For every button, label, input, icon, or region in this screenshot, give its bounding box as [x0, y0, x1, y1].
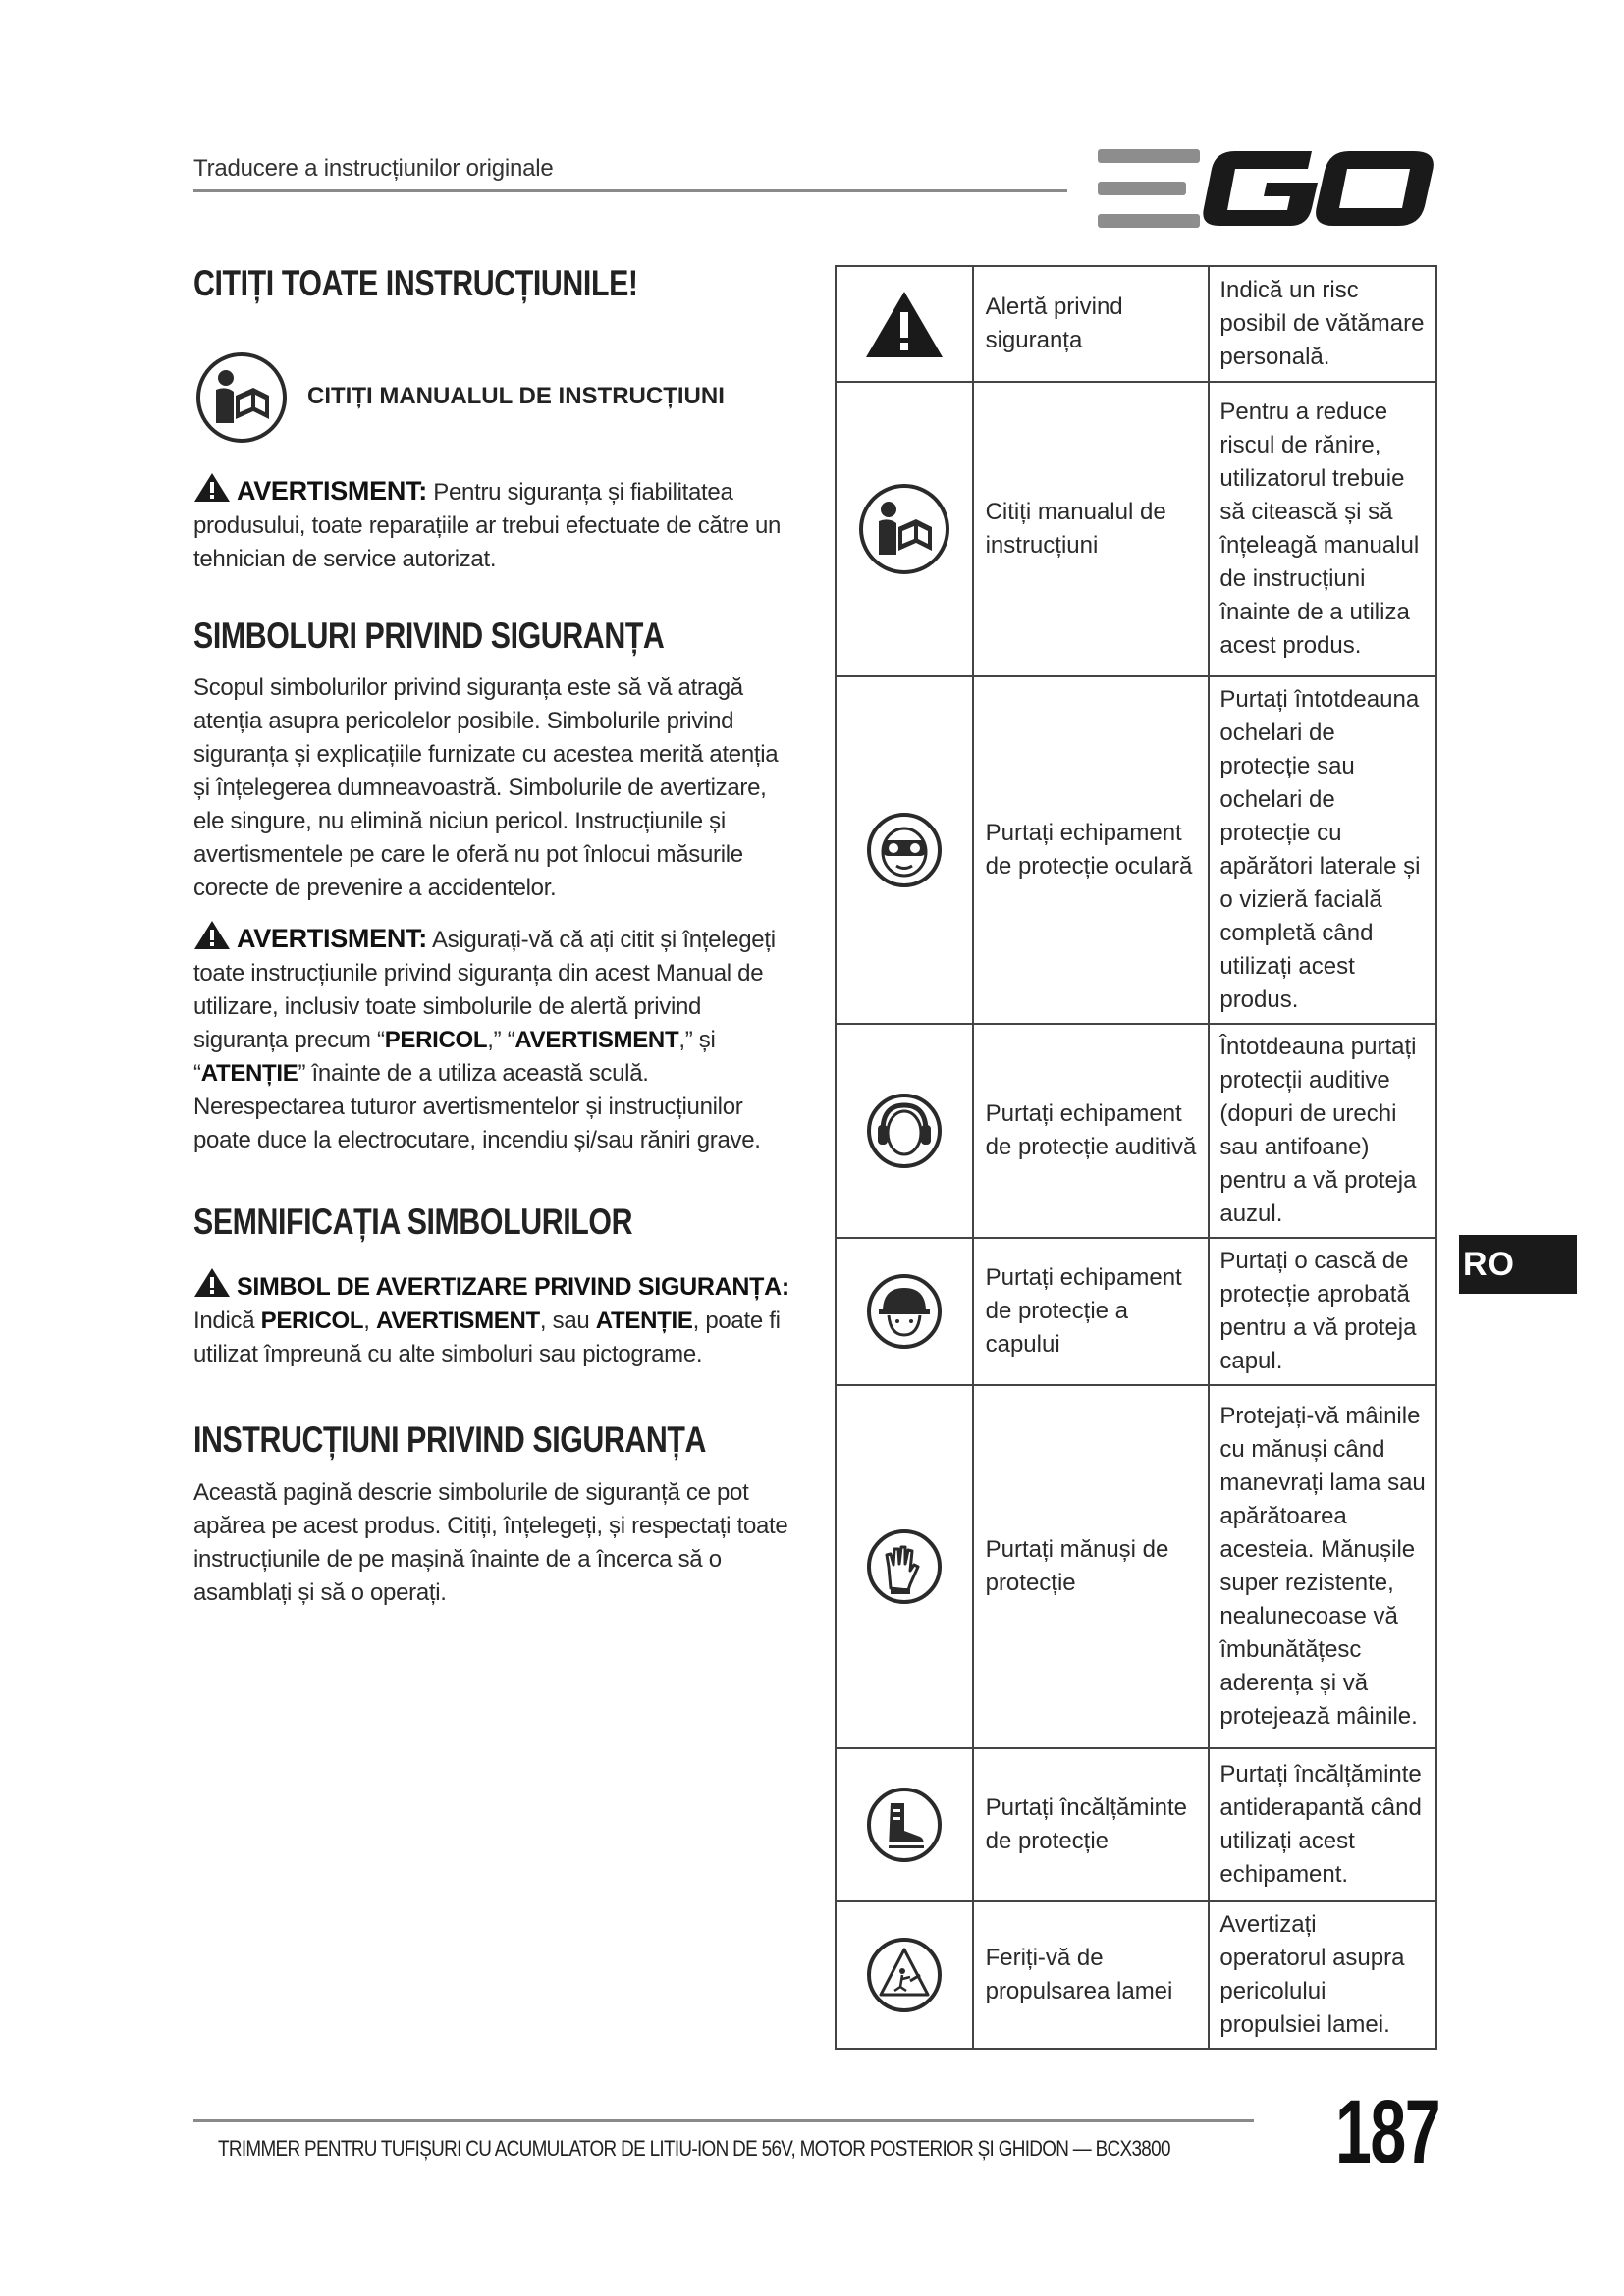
- heading-safety-symbols: SIMBOLURI PRIVIND SIGURANȚA: [193, 615, 665, 656]
- alert-symbol-definition: [193, 1266, 812, 1371]
- safety-alert-icon: [864, 289, 945, 359]
- ear-protection-icon: [865, 1092, 944, 1170]
- term-avertisment: AVERTISMENT: [375, 1308, 540, 1334]
- table-row: [836, 1238, 1436, 1385]
- symbol-name: Purtați echipament de protecție auditivă: [973, 1024, 1210, 1238]
- gloves-icon: [865, 1527, 944, 1606]
- header-rule: [193, 189, 1067, 192]
- page-number: 187: [1335, 2082, 1440, 2182]
- warning-triangle-icon: [193, 919, 231, 950]
- warning-triangle-icon: [193, 471, 231, 503]
- safety-boots-icon: [865, 1786, 944, 1864]
- table-row: [836, 1901, 1436, 2049]
- warning-text-part: ” înainte de a utiliza această sculă. Nerespectarea tuturor avertismentelor și instrucțiunilor poate duce la electrocutare, incendiu și/sau răniri grave.: [193, 1060, 761, 1153]
- term-atentie: ATENȚIE: [200, 1060, 298, 1087]
- symbol-cell: [836, 1748, 973, 1901]
- symbol-description: Purtați încălțăminte antiderapantă când utilizați acest echipament.: [1209, 1748, 1436, 1901]
- warning-repairs: [193, 471, 792, 576]
- symbol-name: Purtați echipament de protecție oculară: [973, 676, 1210, 1024]
- symbol-name: Purtați mănuși de protecție: [973, 1385, 1210, 1748]
- alert-text-part: , sau: [539, 1308, 596, 1334]
- warning-text-part: Asigurați-vă că ați citit și înțelegeți toate instrucțiunile privind siguranța din acest Manual de utilizare, inclusiv toate simbolurile de alertă privind siguranța precum “: [193, 927, 776, 1053]
- read-manual-icon: [857, 482, 951, 576]
- alert-text-part: Indică: [193, 1308, 261, 1334]
- language-tab: RO: [1459, 1235, 1577, 1294]
- warning-read-instructions: [193, 919, 792, 1157]
- symbol-name: Feriți-vă de propulsarea lamei: [973, 1901, 1210, 2049]
- symbol-name: Citiți manualul de instrucțiuni: [973, 382, 1210, 676]
- symbol-description: Indică un risc posibil de vătămare personală.: [1209, 266, 1436, 382]
- term-pericol: PERICOL: [260, 1308, 364, 1334]
- symbol-description: Purtați întotdeauna ochelari de protecție sau ochelari de protecție cu apărători laterale și o vizieră facială completă când utilizați acest produs.: [1209, 676, 1436, 1024]
- instructions-paragraph: Această pagină descrie simbolurile de siguranță ce pot apărea pe acest produs. Citiți, înțelegeți, și respectați toate instrucțiunile de pe mașină înainte de a încerca să o asamblați și să o operați.: [193, 1479, 788, 1606]
- symbol-cell: [836, 676, 973, 1024]
- alert-text-part: ,: [363, 1308, 376, 1334]
- term-avertisment: AVERTISMENT: [514, 1027, 679, 1053]
- read-manual-label: CITIȚI MANUALUL DE INSTRUCȚIUNI: [307, 383, 725, 409]
- safety-symbols-table: [835, 265, 1437, 2050]
- table-row: [836, 676, 1436, 1024]
- table-row: [836, 382, 1436, 676]
- eye-protection-icon: [865, 811, 944, 889]
- symbol-name: Purtați încălțăminte de protecție: [973, 1748, 1210, 1901]
- warning-text-part: ,” “: [487, 1027, 515, 1053]
- symbol-description: Întotdeauna purtați protecții auditive (dopuri de urechi sau antifoane) pentru a vă proteja auzul.: [1209, 1024, 1436, 1238]
- warning-text-part: ,” și “: [193, 1027, 716, 1087]
- ego-logo: [1098, 147, 1437, 230]
- table-row: [836, 266, 1436, 382]
- symbol-name: Purtați echipament de protecție a capului: [973, 1238, 1210, 1385]
- symbol-description: Pentru a reduce riscul de rănire, utilizatorul trebuie să citească și să înțeleagă manualul de instrucțiuni înainte de a utiliza acest produs.: [1209, 382, 1436, 676]
- term-pericol: PERICOL: [384, 1027, 488, 1053]
- symbol-cell: [836, 382, 973, 676]
- header-subtitle: Traducere a instrucțiunilor originale: [193, 155, 554, 182]
- symbols-paragraph: Scopul simbolurilor privind siguranța este să vă atragă atenția asupra pericolelor posibile. Simbolurile privind siguranța și explicațiile furnizate cu acestea merită atenția și înțelegerea dumneavoastră. Simbolurile de avertizare, ele singure, nu elimină niciun pericol. Instrucțiunile și avertismentele pe care le oferă nu pot înlocui măsurile corecte de prevenire a accidentelor.: [193, 674, 779, 901]
- table-row: [836, 1024, 1436, 1238]
- symbol-description: Purtați o cască de protecție aprobată pentru a vă proteja capul.: [1209, 1238, 1436, 1385]
- table-row: [836, 1385, 1436, 1748]
- symbol-cell: [836, 1901, 973, 2049]
- alert-text-part: , poate fi utilizat împreună cu alte simboluri sau pictograme.: [193, 1308, 781, 1367]
- symbol-cell: [836, 1024, 973, 1238]
- warning-triangle-icon: [193, 1266, 231, 1298]
- table-row: [836, 1748, 1436, 1901]
- head-protection-icon: [865, 1272, 944, 1351]
- read-manual-icon: [194, 350, 289, 445]
- heading-symbol-meaning: SEMNIFICAȚIA SIMBOLURILOR: [193, 1201, 633, 1242]
- blade-thrust-icon: [865, 1936, 944, 2014]
- heading-read-all: CITIȚI TOATE INSTRUCȚIUNILE!: [193, 263, 638, 303]
- symbol-cell: [836, 1385, 973, 1748]
- symbol-cell: [836, 266, 973, 382]
- warning-label: AVERTISMENT:: [237, 924, 427, 953]
- symbol-description: Avertizați operatorul asupra pericolului propulsiei lamei.: [1209, 1901, 1436, 2049]
- footer-product-title: TRIMMER PENTRU TUFIȘURI CU ACUMULATOR DE LITIU-ION DE 56V, MOTOR POSTERIOR ȘI GHIDON — BCX3800: [218, 2136, 1170, 2161]
- term-atentie: ATENȚIE: [595, 1308, 693, 1334]
- warning-text: Pentru siguranța și fiabilitatea produsului, toate reparațiile ar trebui efectuate de către un tehnician de service autorizat.: [193, 479, 782, 572]
- alert-symbol-label: SIMBOL DE AVERTIZARE PRIVIND SIGURANȚA:: [237, 1273, 789, 1301]
- heading-safety-instructions: INSTRUCȚIUNI PRIVIND SIGURANȚA: [193, 1419, 707, 1460]
- footer-rule: [193, 2119, 1254, 2122]
- symbol-name: Alertă privind siguranța: [973, 266, 1210, 382]
- symbol-cell: [836, 1238, 973, 1385]
- warning-label: AVERTISMENT:: [237, 476, 427, 506]
- symbol-description: Protejați-vă mâinile cu mănuși când manevrați lama sau apărătoarea acesteia. Mănușile super rezistente, nealunecoase vă îmbunătățesc aderența și vă protejează mâinile.: [1209, 1385, 1436, 1748]
